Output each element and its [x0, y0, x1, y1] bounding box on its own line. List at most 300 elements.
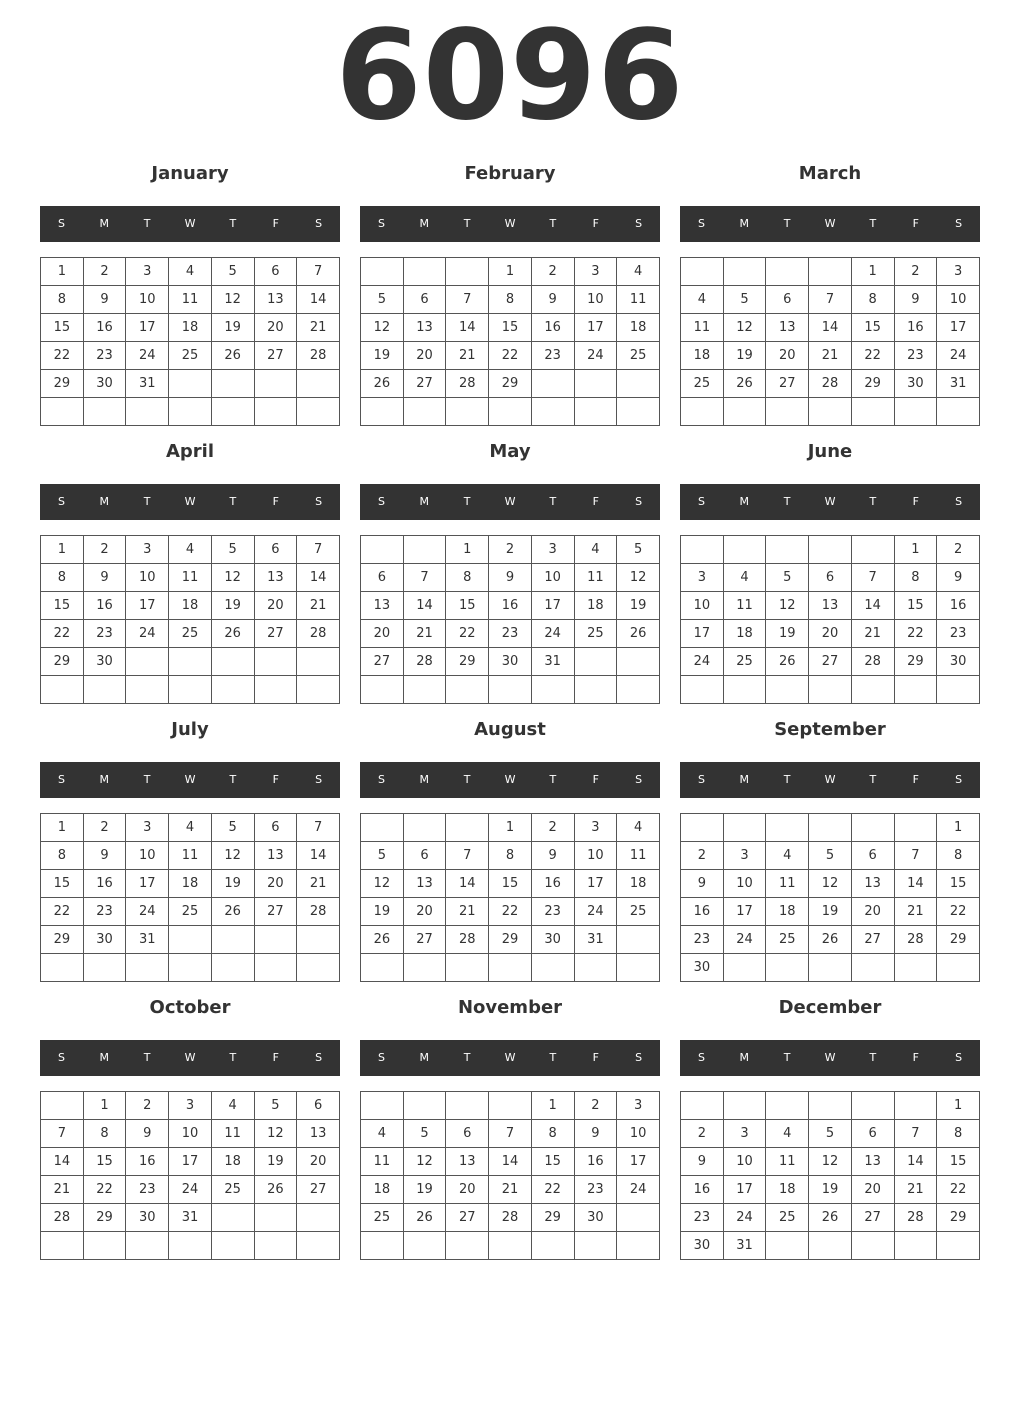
day-cell: 8 [851, 286, 894, 314]
day-cell: 15 [851, 314, 894, 342]
day-cell: 26 [211, 898, 254, 926]
week-row [681, 676, 980, 704]
week-row [361, 1120, 660, 1148]
week-row [361, 1204, 660, 1232]
day-cell [403, 536, 446, 564]
day-cell [126, 954, 169, 982]
day-cell: 29 [531, 1204, 574, 1232]
weekday-label: T [549, 773, 557, 786]
day-cell: 1 [41, 814, 84, 842]
day-cell: 21 [297, 870, 340, 898]
day-cell: 19 [766, 620, 809, 648]
week-row [681, 314, 980, 342]
weekday-label: F [272, 773, 279, 786]
day-cell: 31 [169, 1204, 212, 1232]
day-cell: 26 [211, 620, 254, 648]
day-cell [169, 398, 212, 426]
day-cell [766, 954, 809, 982]
day-cell: 24 [531, 620, 574, 648]
day-cell [403, 676, 446, 704]
day-cell: 24 [574, 342, 617, 370]
day-cell: 11 [169, 286, 212, 314]
day-cell: 13 [766, 314, 809, 342]
day-cell: 6 [361, 564, 404, 592]
month-name: February [464, 163, 556, 184]
day-cell: 19 [361, 342, 404, 370]
day-cell [169, 954, 212, 982]
day-cell [254, 370, 297, 398]
week-row [361, 1232, 660, 1260]
day-cell: 16 [126, 1148, 169, 1176]
day-cell [851, 398, 894, 426]
day-cell: 23 [83, 620, 126, 648]
week-row [41, 926, 340, 954]
day-cell [297, 398, 340, 426]
day-cell: 20 [403, 342, 446, 370]
day-cell [297, 676, 340, 704]
week-row [41, 370, 340, 398]
day-cell: 21 [894, 1176, 937, 1204]
month-october [40, 994, 340, 1260]
day-cell: 8 [41, 286, 84, 314]
day-cell [361, 536, 404, 564]
week-row [681, 870, 980, 898]
day-cell: 4 [617, 814, 660, 842]
weekday-header [680, 484, 980, 520]
day-cell: 18 [211, 1148, 254, 1176]
day-cell: 3 [574, 258, 617, 286]
day-cell: 23 [894, 342, 937, 370]
day-cell [766, 1232, 809, 1260]
day-cell: 24 [574, 898, 617, 926]
day-cell: 17 [169, 1148, 212, 1176]
day-cell [617, 954, 660, 982]
day-cell: 3 [617, 1092, 660, 1120]
weekday-label: S [377, 773, 385, 786]
weekday-label: T [463, 1051, 471, 1064]
day-cell: 23 [126, 1176, 169, 1204]
day-cell: 20 [403, 898, 446, 926]
day-cell: 28 [446, 926, 489, 954]
week-row [681, 1120, 980, 1148]
day-cell: 20 [254, 314, 297, 342]
day-cell [489, 398, 532, 426]
day-cell: 27 [851, 1204, 894, 1232]
day-cell [169, 676, 212, 704]
day-cell: 17 [617, 1148, 660, 1176]
day-cell: 29 [851, 370, 894, 398]
day-cell [403, 398, 446, 426]
day-cell: 7 [809, 286, 852, 314]
day-cell: 17 [126, 592, 169, 620]
week-row [41, 592, 340, 620]
day-cell: 5 [361, 842, 404, 870]
day-cell: 31 [574, 926, 617, 954]
day-cell: 24 [617, 1176, 660, 1204]
day-cell: 3 [723, 1120, 766, 1148]
day-cell [531, 398, 574, 426]
weekday-label: T [143, 217, 151, 230]
day-cell: 7 [297, 258, 340, 286]
day-cell [211, 926, 254, 954]
day-cell: 22 [937, 1176, 980, 1204]
day-cell [937, 676, 980, 704]
weekday-label: T [463, 495, 471, 508]
day-cell: 17 [723, 1176, 766, 1204]
weekday-label: S [635, 773, 643, 786]
day-cell: 11 [723, 592, 766, 620]
day-cell: 17 [126, 870, 169, 898]
day-cell: 9 [531, 842, 574, 870]
day-cell: 11 [766, 1148, 809, 1176]
day-cell: 21 [297, 314, 340, 342]
day-cell: 17 [723, 898, 766, 926]
day-cell: 8 [894, 564, 937, 592]
day-cell: 11 [169, 564, 212, 592]
weekday-label: M [739, 1051, 750, 1064]
day-cell: 4 [766, 842, 809, 870]
day-cell: 19 [617, 592, 660, 620]
day-cell [617, 1204, 660, 1232]
day-cell: 13 [254, 564, 297, 592]
day-cell [809, 258, 852, 286]
day-cell [403, 814, 446, 842]
day-cell: 7 [446, 286, 489, 314]
day-cell: 7 [297, 814, 340, 842]
day-cell: 13 [446, 1148, 489, 1176]
day-cell: 31 [531, 648, 574, 676]
month-march [680, 160, 980, 426]
day-cell [851, 814, 894, 842]
day-cell: 30 [531, 926, 574, 954]
weekday-label: F [912, 217, 919, 230]
weekday-label: S [697, 217, 705, 230]
day-cell: 21 [446, 342, 489, 370]
day-cell [681, 814, 724, 842]
day-cell: 15 [83, 1148, 126, 1176]
day-cell: 9 [574, 1120, 617, 1148]
day-cell [83, 1232, 126, 1260]
day-cell: 30 [574, 1204, 617, 1232]
day-cell [894, 954, 937, 982]
day-cell: 21 [489, 1176, 532, 1204]
day-cell [723, 258, 766, 286]
day-cell: 3 [937, 258, 980, 286]
day-cell: 3 [723, 842, 766, 870]
day-cell [297, 926, 340, 954]
day-cell: 7 [894, 1120, 937, 1148]
day-cell: 8 [531, 1120, 574, 1148]
day-cell: 27 [809, 648, 852, 676]
day-cell: 30 [681, 1232, 724, 1260]
day-cell: 10 [617, 1120, 660, 1148]
day-cell: 18 [361, 1176, 404, 1204]
weekday-label: S [377, 217, 385, 230]
weekday-label: S [635, 1051, 643, 1064]
day-cell: 15 [41, 870, 84, 898]
day-cell: 11 [617, 842, 660, 870]
day-cell: 9 [937, 564, 980, 592]
day-cell: 14 [403, 592, 446, 620]
day-cell: 30 [126, 1204, 169, 1232]
day-cell: 20 [446, 1176, 489, 1204]
weekday-label: F [272, 217, 279, 230]
day-cell [126, 676, 169, 704]
day-cell: 19 [723, 342, 766, 370]
weekday-label: S [57, 1051, 65, 1064]
day-cell: 26 [403, 1204, 446, 1232]
day-grid [40, 1091, 340, 1260]
day-grid [360, 813, 660, 982]
day-cell: 16 [489, 592, 532, 620]
day-cell: 29 [937, 1204, 980, 1232]
day-cell: 30 [937, 648, 980, 676]
month-december [680, 994, 980, 1260]
day-cell: 16 [83, 592, 126, 620]
day-cell: 12 [361, 870, 404, 898]
day-cell: 18 [723, 620, 766, 648]
day-cell [723, 814, 766, 842]
day-cell: 9 [126, 1120, 169, 1148]
day-cell [574, 954, 617, 982]
week-row [681, 398, 980, 426]
weekday-header [360, 762, 660, 798]
day-cell: 28 [851, 648, 894, 676]
day-cell: 8 [83, 1120, 126, 1148]
day-cell: 31 [937, 370, 980, 398]
day-cell [574, 1232, 617, 1260]
day-cell [809, 676, 852, 704]
day-cell: 15 [489, 314, 532, 342]
day-cell: 6 [851, 1120, 894, 1148]
day-cell: 13 [403, 870, 446, 898]
day-cell: 14 [851, 592, 894, 620]
weekday-label: S [697, 1051, 705, 1064]
day-cell: 20 [809, 620, 852, 648]
day-cell: 19 [211, 592, 254, 620]
day-cell: 7 [446, 842, 489, 870]
day-cell: 27 [297, 1176, 340, 1204]
day-cell [361, 814, 404, 842]
day-cell: 13 [403, 314, 446, 342]
week-row [681, 1232, 980, 1260]
day-cell: 23 [937, 620, 980, 648]
weekday-header [680, 1040, 980, 1076]
day-cell [211, 370, 254, 398]
day-cell: 10 [574, 842, 617, 870]
week-row [681, 954, 980, 982]
day-cell [574, 370, 617, 398]
week-row [41, 648, 340, 676]
day-cell: 4 [681, 286, 724, 314]
day-cell: 23 [531, 342, 574, 370]
day-cell: 29 [894, 648, 937, 676]
day-cell: 23 [83, 342, 126, 370]
weekday-label: S [315, 217, 323, 230]
day-cell: 20 [254, 592, 297, 620]
week-row [681, 1204, 980, 1232]
day-cell: 2 [681, 842, 724, 870]
weekday-header [40, 762, 340, 798]
week-row [361, 648, 660, 676]
week-row [361, 370, 660, 398]
day-cell: 26 [361, 370, 404, 398]
day-cell: 12 [809, 870, 852, 898]
day-cell [531, 676, 574, 704]
day-cell: 27 [361, 648, 404, 676]
week-row [681, 370, 980, 398]
day-cell: 13 [254, 286, 297, 314]
day-cell: 24 [126, 342, 169, 370]
weekday-label: S [315, 1051, 323, 1064]
day-cell: 14 [41, 1148, 84, 1176]
day-cell: 14 [894, 1148, 937, 1176]
day-cell: 13 [851, 1148, 894, 1176]
month-name: September [774, 719, 886, 740]
day-cell [446, 676, 489, 704]
week-row [361, 954, 660, 982]
day-cell [766, 536, 809, 564]
day-cell: 2 [937, 536, 980, 564]
day-cell: 1 [937, 1092, 980, 1120]
day-cell: 14 [297, 564, 340, 592]
weekday-label: T [549, 217, 557, 230]
day-cell: 22 [41, 620, 84, 648]
week-row [41, 842, 340, 870]
day-cell: 31 [126, 370, 169, 398]
day-cell: 6 [809, 564, 852, 592]
day-cell: 17 [126, 314, 169, 342]
day-cell [574, 398, 617, 426]
weekday-label: M [739, 495, 750, 508]
day-cell: 10 [937, 286, 980, 314]
day-cell: 16 [83, 314, 126, 342]
day-cell: 23 [574, 1176, 617, 1204]
day-cell: 3 [126, 258, 169, 286]
day-cell [809, 1232, 852, 1260]
day-cell: 20 [361, 620, 404, 648]
week-row [361, 592, 660, 620]
day-cell: 11 [766, 870, 809, 898]
day-cell: 6 [254, 814, 297, 842]
day-cell: 5 [403, 1120, 446, 1148]
day-cell: 28 [809, 370, 852, 398]
day-cell: 6 [851, 842, 894, 870]
week-row [41, 870, 340, 898]
week-row [361, 286, 660, 314]
day-cell: 19 [211, 314, 254, 342]
day-cell: 26 [361, 926, 404, 954]
weekday-label: W [504, 217, 516, 230]
day-cell [937, 954, 980, 982]
day-cell: 13 [809, 592, 852, 620]
day-cell [361, 954, 404, 982]
day-cell: 6 [446, 1120, 489, 1148]
weekday-label: F [912, 773, 919, 786]
day-cell: 2 [83, 258, 126, 286]
day-cell: 25 [766, 926, 809, 954]
week-row [41, 814, 340, 842]
day-cell: 26 [211, 342, 254, 370]
weekday-header [360, 484, 660, 520]
day-cell: 2 [531, 258, 574, 286]
day-cell [446, 954, 489, 982]
day-cell: 5 [617, 536, 660, 564]
day-cell: 31 [126, 926, 169, 954]
day-cell [254, 926, 297, 954]
day-cell: 2 [489, 536, 532, 564]
day-grid [40, 535, 340, 704]
weekday-label: M [739, 773, 750, 786]
week-row [681, 536, 980, 564]
day-grid [680, 535, 980, 704]
day-cell [403, 1232, 446, 1260]
day-cell [297, 648, 340, 676]
day-cell: 19 [211, 870, 254, 898]
day-cell [254, 676, 297, 704]
day-cell [766, 258, 809, 286]
day-cell: 7 [489, 1120, 532, 1148]
day-cell: 4 [574, 536, 617, 564]
day-cell: 7 [894, 842, 937, 870]
day-cell: 26 [766, 648, 809, 676]
day-cell: 1 [531, 1092, 574, 1120]
day-cell: 2 [531, 814, 574, 842]
weekday-label: S [955, 495, 963, 508]
day-cell: 1 [894, 536, 937, 564]
day-cell: 9 [489, 564, 532, 592]
day-cell [41, 1232, 84, 1260]
day-cell: 21 [41, 1176, 84, 1204]
weekday-header [680, 206, 980, 242]
day-cell: 10 [723, 1148, 766, 1176]
day-cell: 9 [83, 564, 126, 592]
day-cell: 25 [617, 898, 660, 926]
weekday-label: T [783, 217, 791, 230]
day-cell [211, 648, 254, 676]
day-cell: 12 [211, 842, 254, 870]
day-cell [531, 1232, 574, 1260]
week-row [41, 1176, 340, 1204]
day-cell: 29 [489, 370, 532, 398]
day-cell [211, 1204, 254, 1232]
day-cell [361, 258, 404, 286]
day-cell: 18 [617, 314, 660, 342]
day-cell [723, 536, 766, 564]
weekday-label: T [229, 1051, 237, 1064]
weekday-label: T [869, 773, 877, 786]
day-cell: 6 [403, 842, 446, 870]
day-cell: 28 [297, 898, 340, 926]
weekday-label: F [272, 1051, 279, 1064]
week-row [361, 398, 660, 426]
day-cell: 14 [489, 1148, 532, 1176]
day-cell: 1 [851, 258, 894, 286]
day-grid [40, 257, 340, 426]
weekday-label: T [463, 217, 471, 230]
day-cell: 10 [574, 286, 617, 314]
weekday-label: M [99, 495, 110, 508]
day-cell: 13 [361, 592, 404, 620]
weekday-label: T [783, 773, 791, 786]
week-row [361, 870, 660, 898]
day-cell: 29 [41, 370, 84, 398]
weekday-label: S [315, 495, 323, 508]
day-cell [617, 370, 660, 398]
day-cell: 21 [809, 342, 852, 370]
weekday-header [680, 762, 980, 798]
day-cell: 25 [169, 620, 212, 648]
